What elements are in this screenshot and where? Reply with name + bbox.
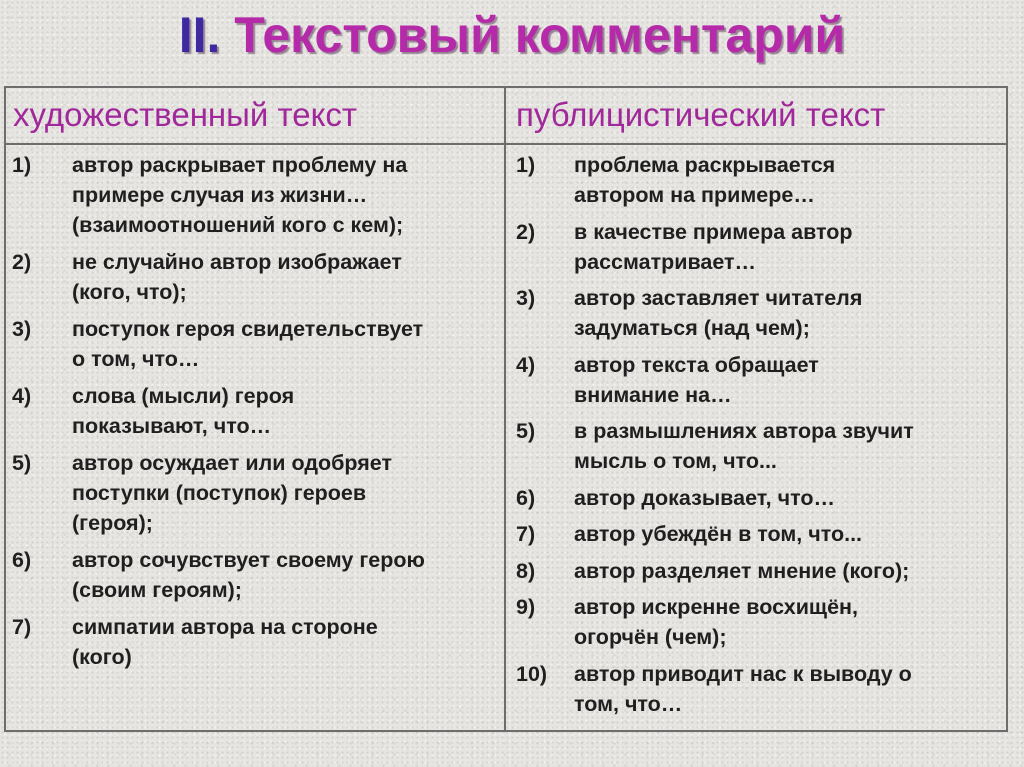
list-item	[12, 247, 504, 307]
list-item	[516, 150, 1006, 210]
table-body-row	[6, 145, 1006, 730]
item-text: автор разделяет мнение (кого);	[574, 558, 910, 583]
item-number: 10)	[516, 661, 548, 686]
item-number: 3)	[12, 317, 32, 341]
list-item	[516, 592, 1006, 652]
fiction-phrases-column	[6, 145, 506, 730]
item-text: не случайно автор изображает (кого, что);	[72, 250, 402, 304]
item-text: автор заставляет читателя задуматься (над чем);	[574, 286, 863, 340]
item-number: 6)	[12, 548, 32, 572]
item-number: 8)	[516, 558, 536, 583]
item-text: поступок героя свидетельствует о том, что…	[72, 317, 424, 371]
list-item	[516, 283, 1006, 343]
list-item	[12, 314, 504, 374]
item-text: симпатии автора на стороне (кого)	[72, 615, 378, 669]
item-number: 2)	[516, 219, 536, 244]
item-number: 3)	[516, 286, 536, 310]
item-number: 1)	[516, 153, 536, 177]
item-number: 5)	[516, 419, 536, 443]
list-item	[12, 612, 504, 672]
item-text: автор приводит нас к выводу о том, что…	[574, 661, 912, 716]
item-text: автор раскрывает проблему на примере случая из жизни… (взаимоотношений кого с кем);	[72, 153, 408, 237]
comparison-table	[4, 86, 1008, 732]
item-number: 7)	[516, 522, 536, 546]
item-text: автор осуждает или одобряет поступки (поступок) героев (героя);	[72, 451, 393, 535]
list-item	[12, 545, 504, 605]
list-item	[12, 448, 504, 538]
list-item	[516, 483, 1006, 513]
title-text: Текстовый комментарий	[234, 7, 846, 63]
item-number: 4)	[12, 384, 32, 408]
list-item	[516, 659, 1006, 719]
item-number: 9)	[516, 595, 536, 619]
list-item	[12, 381, 504, 441]
item-number: 5)	[12, 451, 32, 475]
item-text: проблема раскрывается автором на примере…	[574, 153, 836, 207]
list-item	[12, 150, 504, 240]
item-text: автор сочувствует своему герою (своим героям);	[72, 548, 425, 602]
slide-title	[0, 2, 1024, 68]
item-text: в качестве примера автор рассматривает…	[574, 219, 853, 274]
item-text: автор текста обращает внимание на…	[574, 352, 819, 407]
table-header-row	[6, 88, 1006, 145]
list-item	[516, 519, 1006, 549]
item-text: слова (мысли) героя показывают, что…	[72, 384, 295, 438]
list-item	[516, 350, 1006, 410]
item-number: 1)	[12, 153, 32, 177]
header-journalistic-text: публицистический текст	[516, 96, 886, 133]
item-text: автор доказывает, что…	[574, 485, 835, 510]
item-text: в размышлениях автора звучит мысль о том, что...	[574, 419, 914, 473]
list-item	[516, 416, 1006, 476]
header-fiction-text: художественный текст	[6, 88, 506, 143]
item-number: 6)	[516, 485, 536, 510]
item-text: автор убеждён в том, что...	[574, 522, 863, 546]
item-number: 7)	[12, 615, 32, 639]
item-number: 4)	[516, 352, 536, 377]
journalistic-phrases-column	[506, 145, 1006, 730]
list-item	[516, 217, 1006, 277]
list-item	[516, 556, 1006, 586]
item-text: автор искренне восхищён, огорчён (чем);	[574, 595, 858, 649]
title-numeral: II.	[178, 7, 221, 63]
item-number: 2)	[12, 250, 32, 274]
